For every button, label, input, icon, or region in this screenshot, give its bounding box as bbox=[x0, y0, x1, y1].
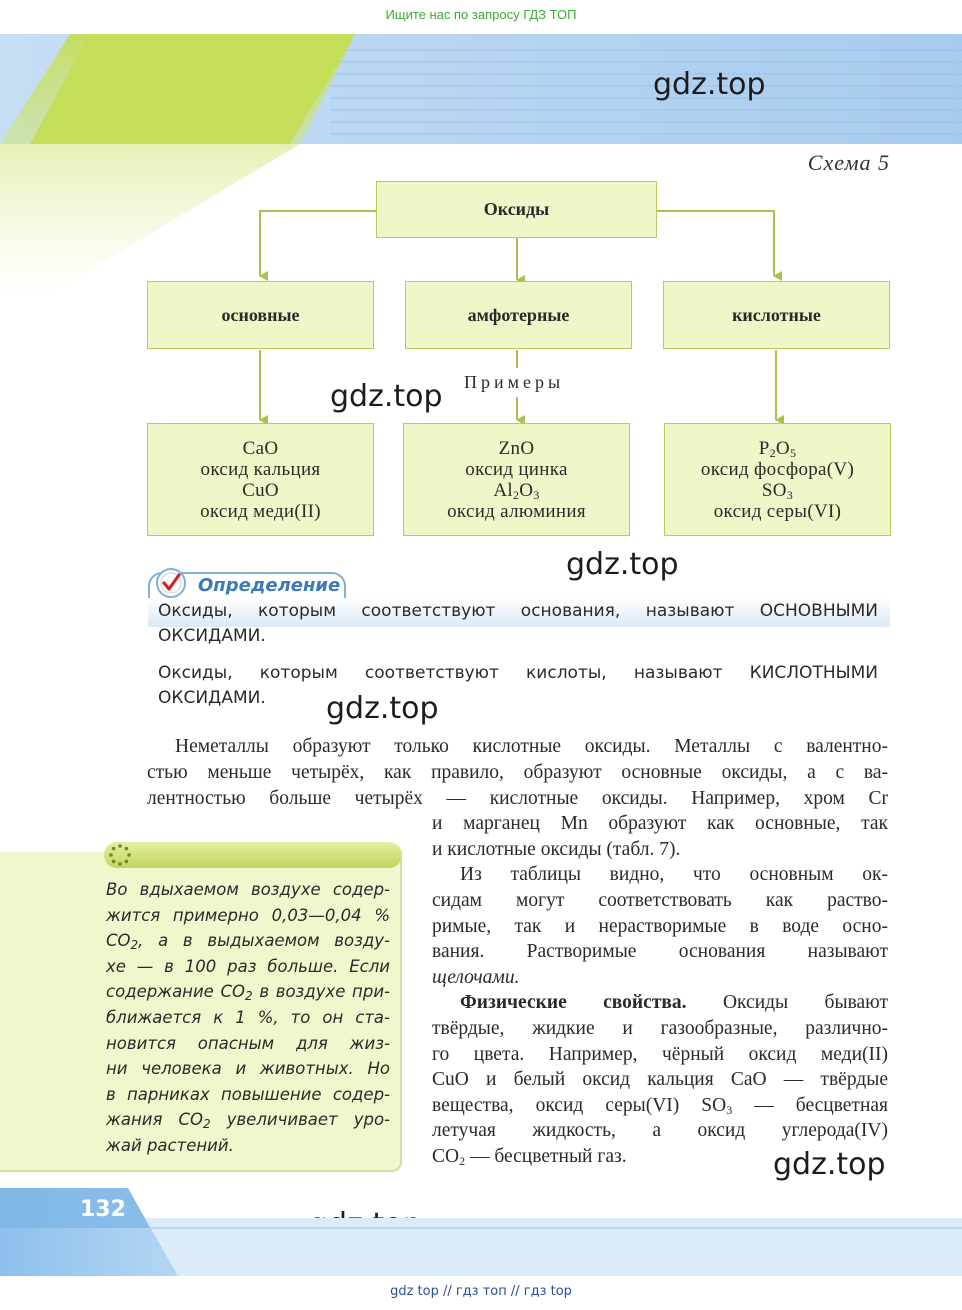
examples-basic bbox=[147, 423, 374, 536]
dotted-circle-icon bbox=[108, 843, 132, 867]
body-line: стью меньше четырёх, как правило, образуют основные оксиды, а с ва- bbox=[147, 762, 888, 783]
side-note-text bbox=[106, 877, 390, 1159]
diagram-category-amphoteric: амфотерные bbox=[405, 281, 632, 349]
body-line: и марганец Mn образуют как основные, так bbox=[432, 813, 888, 834]
definition-line: ОКСИДАМИ. bbox=[158, 688, 266, 708]
top-search-note: Ищите нас по запросу ГДЗ ТОП bbox=[385, 7, 577, 22]
body-line: Неметаллы образуют только кислотные оксиды. Металлы с валентно- bbox=[175, 736, 888, 757]
formula: CaO bbox=[242, 437, 279, 459]
side-note-line: жания $CO_2$ увеличивает уро- bbox=[106, 1110, 391, 1132]
definition-line: ОКСИДАМИ. bbox=[158, 626, 266, 646]
examples-amphoteric bbox=[403, 423, 630, 536]
watermark: gdz.top bbox=[566, 547, 679, 582]
body-line: лентностью больше четырёх — кислотные оксиды. Например, хром Cr bbox=[147, 788, 888, 809]
formula: CuO bbox=[242, 479, 279, 501]
body-line: Из таблицы видно, что основным ок- bbox=[460, 864, 888, 885]
formula: ZnO bbox=[498, 437, 535, 459]
definition-line: Оксиды, которым соответствуют кислоты, называют КИСЛОТНЫМИ bbox=[158, 663, 878, 683]
side-note-line: Во вдыхаемом воздухе содер- bbox=[106, 880, 390, 899]
examples-acidic bbox=[664, 423, 891, 536]
compound-name: оксид серы(VI) bbox=[713, 500, 842, 522]
body-line: римые, так и нерастворимые в воде осно- bbox=[432, 916, 888, 937]
compound-name: оксид цинка bbox=[465, 458, 568, 480]
diagram-category-acidic: кислотные bbox=[663, 281, 890, 349]
compound-name: оксид алюминия bbox=[447, 500, 586, 522]
diagram-category-basic: основные bbox=[147, 281, 374, 349]
definition-title: Определение bbox=[198, 575, 341, 596]
body-line: летучая жидкость, а оксид углерода(IV) bbox=[432, 1120, 888, 1141]
watermark: gdz.top bbox=[773, 1147, 886, 1182]
side-note-line: в парниках повышение содер- bbox=[106, 1084, 390, 1104]
bottom-links[interactable]: gdz top // гдз топ // гдз top bbox=[390, 1284, 572, 1299]
side-note-line: хе — в 100 раз больше. Если bbox=[106, 956, 390, 976]
page-number: 132 bbox=[80, 1197, 126, 1222]
body-line: и кислотные оксиды (табл. 7). bbox=[432, 839, 681, 860]
body-line: вещества, оксид серы(VI) $SO_3$ — бесцветная bbox=[432, 1095, 889, 1117]
formula: $SO_3$ bbox=[761, 479, 794, 502]
side-note-line: $CO_2$, а в выдыхаемом возду- bbox=[106, 931, 390, 953]
side-note-line: ближается к 1 %, то он ста- bbox=[106, 1007, 390, 1027]
watermark: gdz.top bbox=[330, 379, 443, 414]
compound-name: оксид кальция bbox=[200, 458, 321, 480]
compound-name: оксид меди(II) bbox=[200, 500, 321, 522]
definition-line: Оксиды, которым соответствуют основания, называют ОСНОВНЫМИ bbox=[158, 601, 878, 621]
body-line: Физические свойства. Оксиды бывают bbox=[460, 992, 889, 1013]
body-line: щелочами. bbox=[432, 967, 520, 988]
body-line: твёрдые, жидкие и газообразные, различно- bbox=[432, 1018, 888, 1039]
side-note-line: жится примерно 0,03—0,04 % bbox=[106, 905, 390, 925]
footer-decoration bbox=[0, 1180, 962, 1280]
body-line: сидам могут соответствовать как раство- bbox=[432, 890, 888, 911]
watermark: gdz.top bbox=[653, 67, 766, 102]
side-note-line: новится опасным для жиз- bbox=[106, 1033, 390, 1053]
formula: $Al_2O_3$ bbox=[493, 479, 540, 502]
body-line: $CO_2$ — бесцветный газ. bbox=[432, 1146, 627, 1168]
examples-label: Примеры bbox=[464, 372, 565, 392]
watermark: gdz.top bbox=[326, 691, 439, 726]
section-heading: Физические свойства. bbox=[460, 992, 687, 1013]
scheme-label: Схема 5 bbox=[807, 150, 890, 175]
side-note-line: ни человека и животных. Но bbox=[106, 1059, 390, 1079]
side-note-line: содержание $CO_2$ в воздухе при- bbox=[106, 982, 390, 1004]
body-line: CuO и белый оксид кальция CaO — твёрдые bbox=[432, 1069, 888, 1090]
diagram-root-oxides: Оксиды bbox=[376, 181, 657, 238]
body-line: го цвета. Например, чёрный оксид меди(II) bbox=[432, 1044, 888, 1065]
side-note-line: жай растений. bbox=[106, 1135, 234, 1155]
side-note-bar bbox=[104, 842, 402, 868]
checkmark-icon bbox=[156, 568, 186, 598]
body-line: вания. Растворимые основания называют bbox=[432, 941, 888, 962]
formula: $P_2O_5$ bbox=[758, 437, 797, 460]
compound-name: оксид фосфора(V) bbox=[700, 458, 855, 480]
